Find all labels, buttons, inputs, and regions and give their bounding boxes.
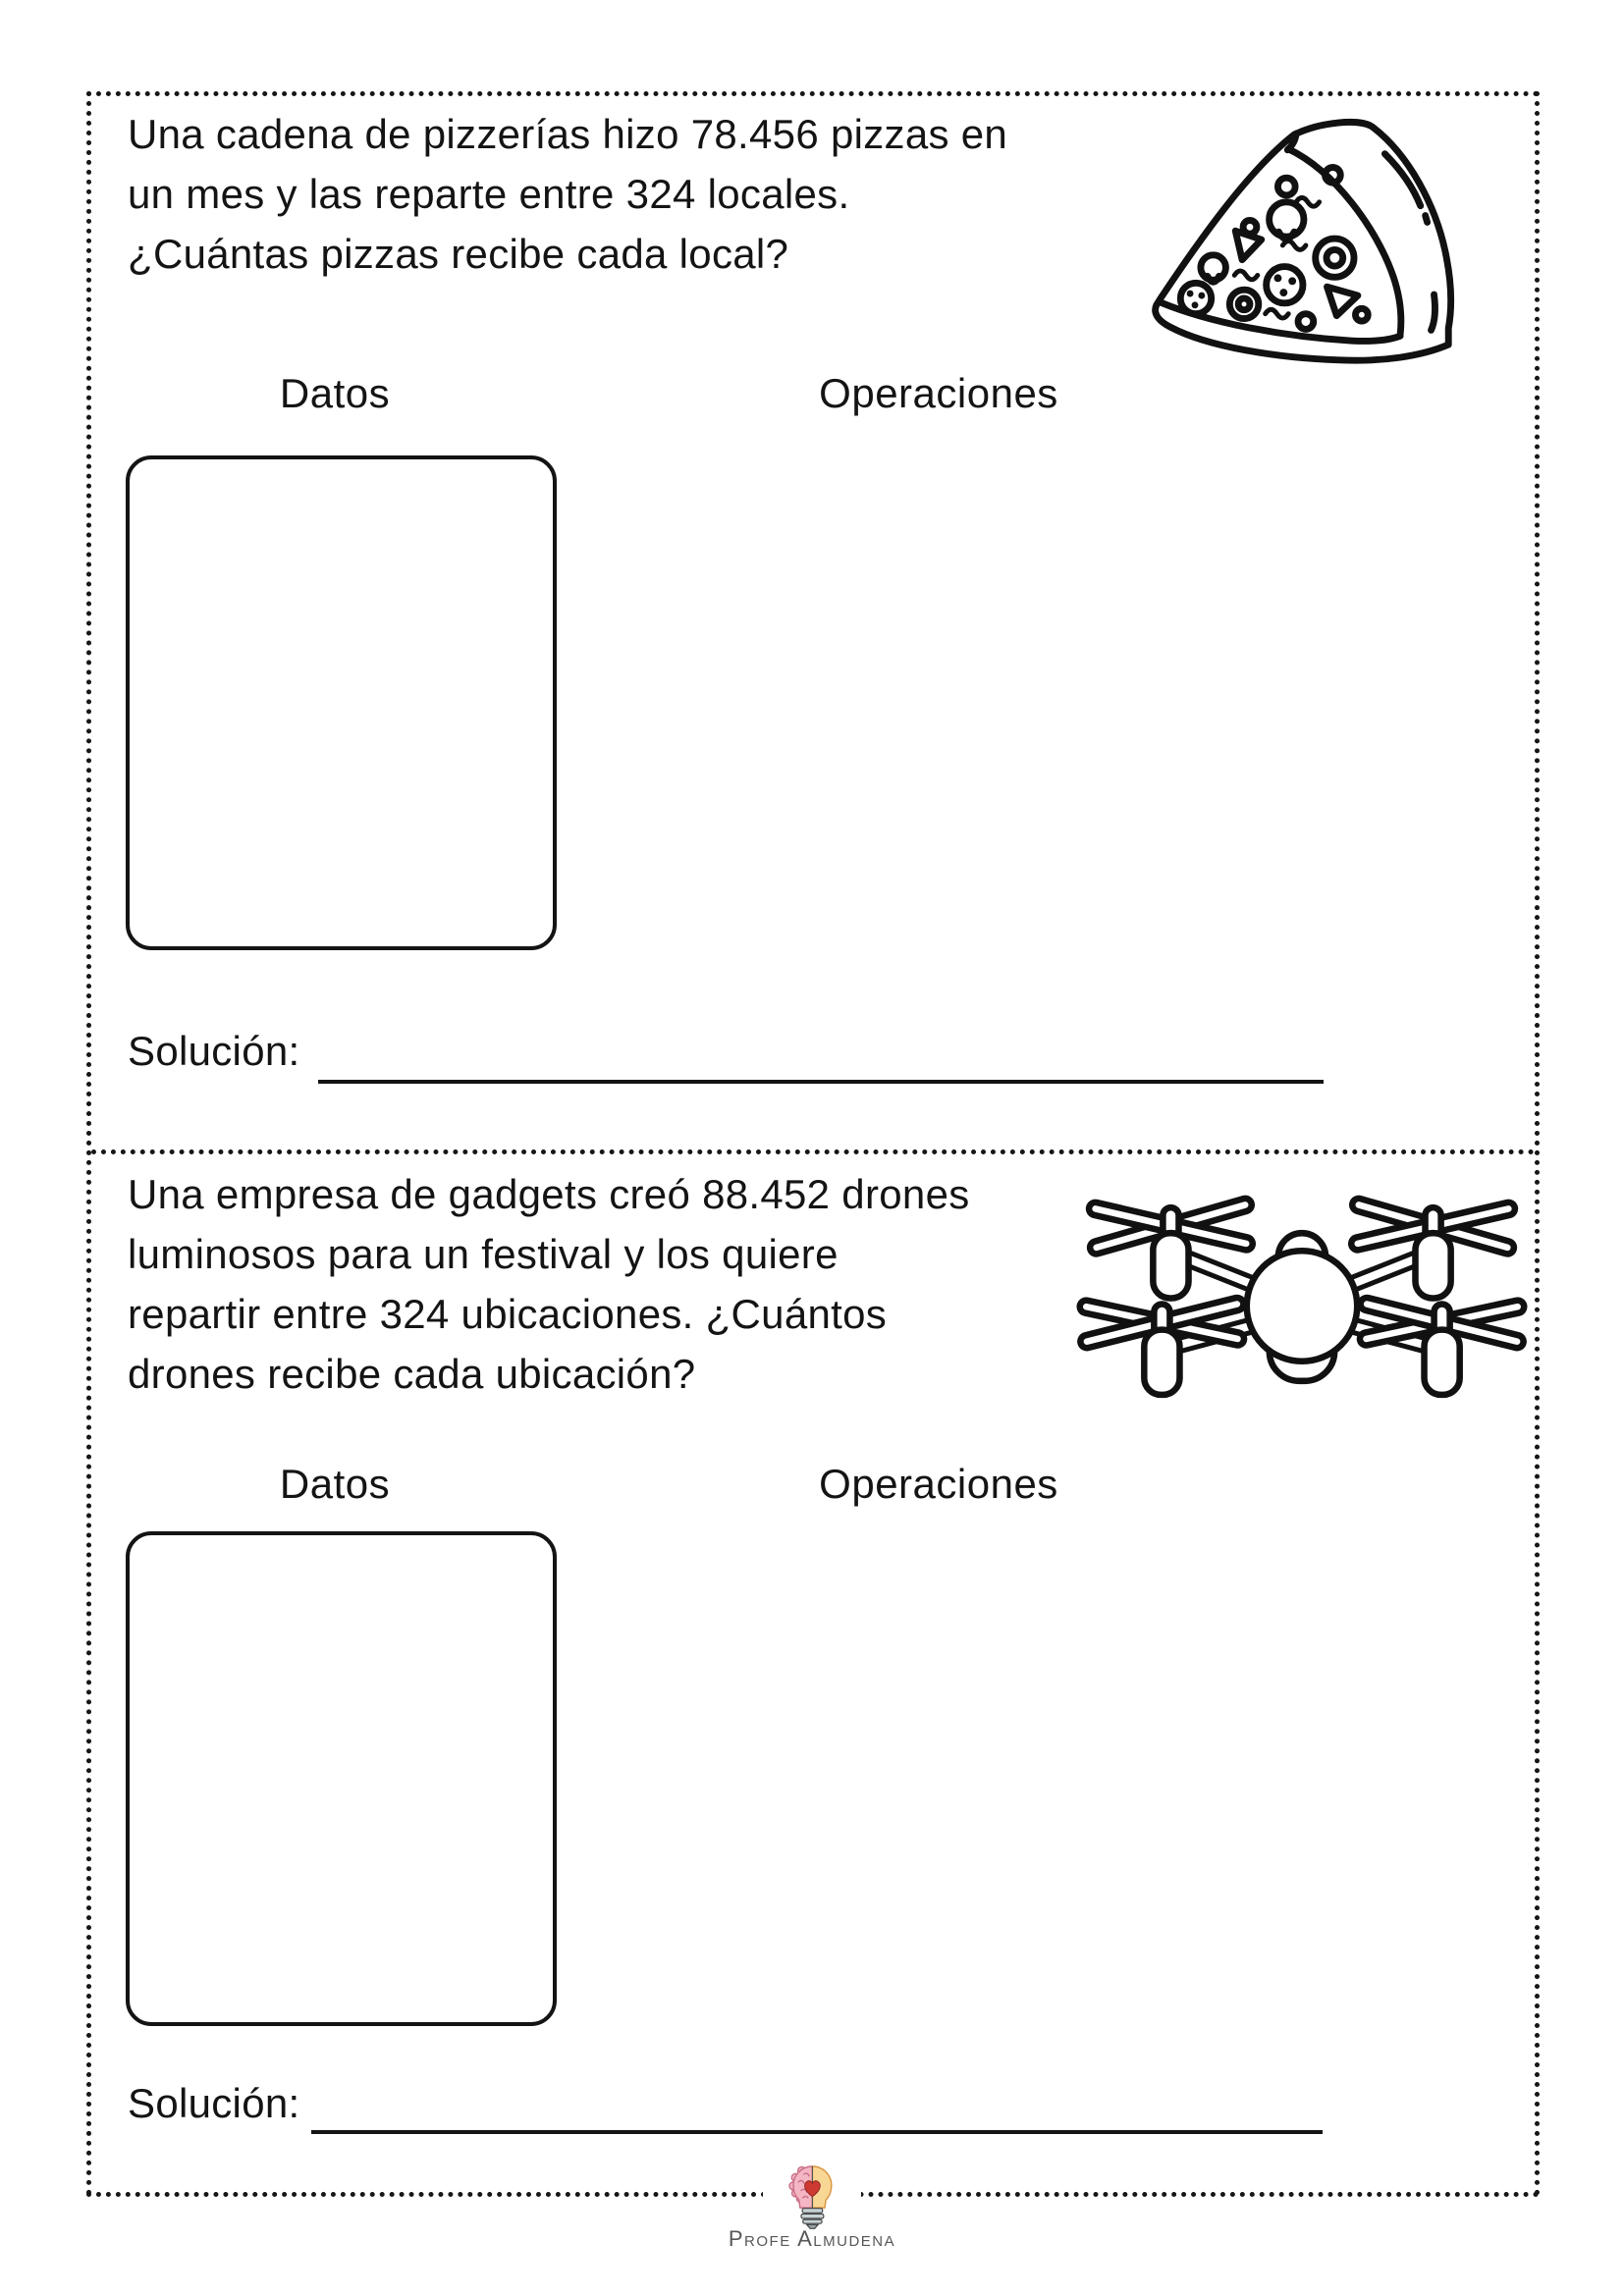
pizza-slice-illustration	[1142, 110, 1460, 377]
problem-1-solucion-label: Solución:	[128, 1028, 300, 1074]
brand-logo	[763, 2160, 861, 2230]
problem-1-solucion-line[interactable]	[318, 1080, 1324, 1084]
problem-2-solucion-line[interactable]	[311, 2130, 1323, 2134]
problem-1-line-3: ¿Cuántas pizzas recibe cada local?	[128, 231, 789, 277]
problem-1-datos-header: Datos	[279, 370, 391, 416]
problem-1-line-2: un mes y las reparte entre 324 locales.	[128, 171, 850, 217]
section-divider-dotted-line	[91, 1149, 1535, 1154]
problem-2-line-3: repartir entre 324 ubicaciones. ¿Cuántos	[128, 1291, 888, 1337]
problem-2-statement	[128, 1164, 970, 1404]
quadcopter-drone-icon	[1074, 1190, 1530, 1421]
brain-lightbulb-heart-icon	[782, 2160, 843, 2230]
problem-2-datos-header: Datos	[279, 1461, 391, 1507]
drone-illustration	[1074, 1190, 1530, 1421]
problem-1-operaciones-header: Operaciones	[819, 370, 1058, 416]
problem-2-line-2: luminosos para un festival y los quiere	[128, 1231, 839, 1277]
problem-2-datos-box[interactable]	[126, 1531, 557, 2026]
brand-name: Profe Almudena	[728, 2226, 896, 2251]
problem-1-line-1: Una cadena de pizzerías hizo 78.456 pizzas en	[128, 111, 1008, 157]
pizza-slice-icon	[1142, 110, 1460, 377]
problem-2-operaciones-header: Operaciones	[819, 1461, 1058, 1507]
problem-2-line-1: Una empresa de gadgets creó 88.452 drones	[128, 1171, 970, 1217]
problem-1-statement	[128, 104, 1007, 284]
problem-2-solucion-label: Solución:	[128, 2080, 300, 2126]
problem-1-datos-box[interactable]	[126, 455, 557, 950]
problem-2-line-4: drones recibe cada ubicación?	[128, 1351, 696, 1397]
